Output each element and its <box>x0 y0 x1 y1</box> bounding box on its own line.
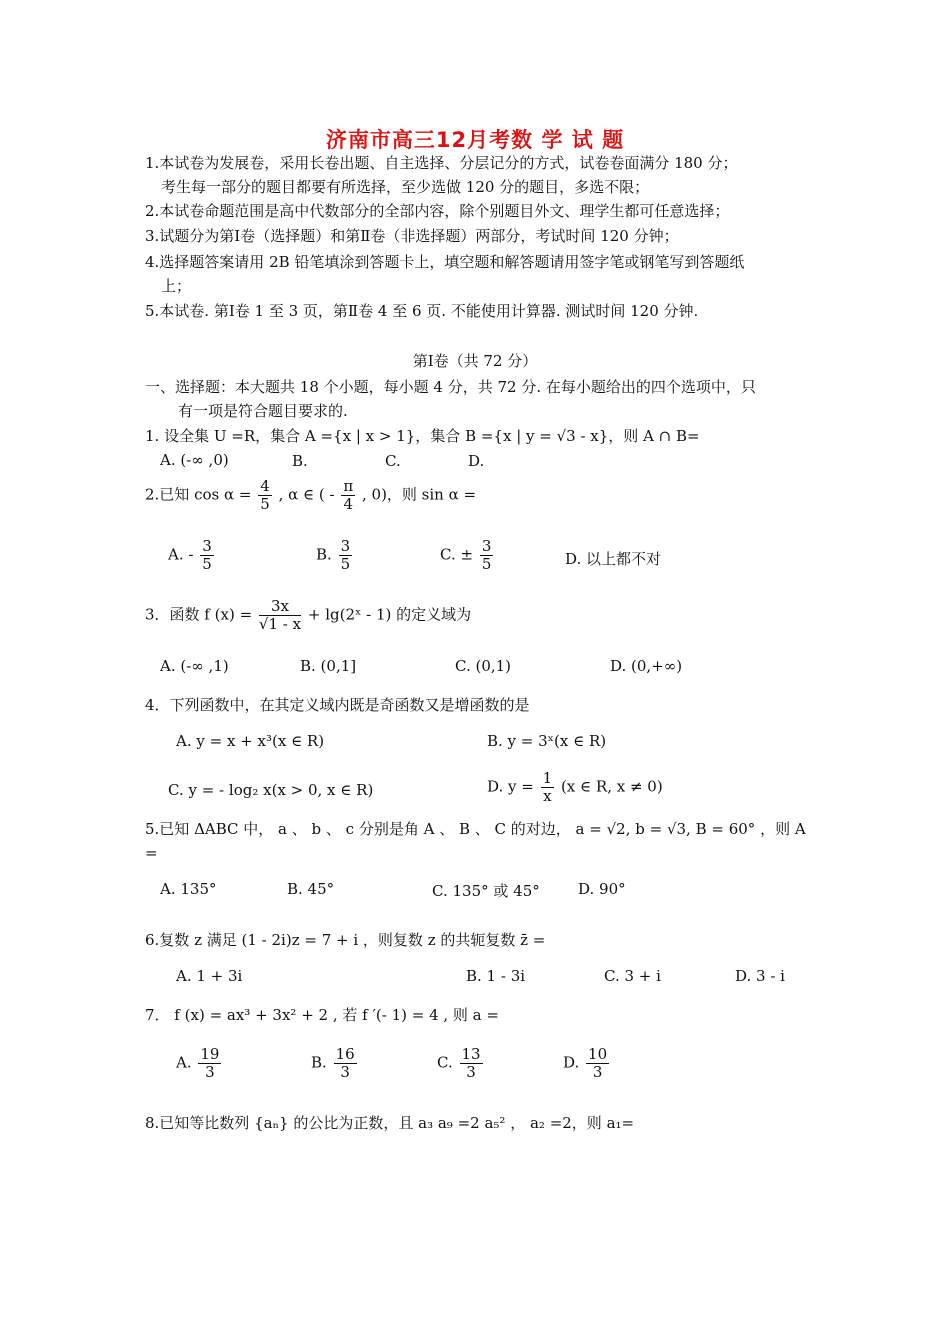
question-7-option-c <box>437 1046 485 1081</box>
question-4-option-a: A. y = x + x³(x ∈ R) <box>176 732 325 750</box>
option-fraction <box>460 1046 483 1081</box>
part-intro: 一、选择题：本大题共 18 个小题，每小题 4 分，共 72 分. 在每小题给出的四个选项中，只 <box>145 378 756 396</box>
fraction-numerator: 3 <box>202 537 212 555</box>
question-4-option-b: B. y = 3ˣ(x ∈ R) <box>487 732 607 750</box>
question-8-stem: 8.已知等比数列 {aₙ} 的公比为正数，且 a₃ a₉ =2 a₅² ， a₂ =2，则 a₁= <box>145 1114 635 1132</box>
question-2-prefix: 2.已知 cos α = <box>145 485 252 504</box>
question-2-stem <box>145 478 476 513</box>
fraction-numerator: 10 <box>588 1045 608 1063</box>
fraction-denominator: 5 <box>202 555 212 573</box>
option-label: B. <box>311 1053 327 1072</box>
instruction-5: 5.本试卷. 第Ⅰ卷 1 至 3 页，第Ⅱ卷 4 至 6 页. 不能使用计算器. 测试时间 120 分钟. <box>145 302 699 320</box>
question-3-option-b: B. (0,1] <box>300 657 357 675</box>
option-suffix: (x ∈ R, x ≠ 0) <box>560 777 663 796</box>
section-title: 第Ⅰ卷（共 72 分） <box>412 352 538 370</box>
question-1-stem: 1. 设全集 U =R，集合 A ={x | x > 1}，集合 B ={x | y = √3 - x}，则 A ∩ B= <box>145 427 700 445</box>
question-2-option-c <box>440 538 495 573</box>
question-2-suffix: , 0)，则 sin α = <box>361 485 477 504</box>
option-label: D. <box>563 1053 580 1072</box>
fraction-numerator: 3 <box>481 537 492 555</box>
fraction-denominator: 3 <box>205 1063 215 1081</box>
question-3-fraction <box>259 598 301 633</box>
fraction-denominator: 5 <box>260 495 270 513</box>
exam-title: 济南市高三12月考数 学 试 题 <box>325 128 625 152</box>
option-label: A. - <box>168 545 194 564</box>
question-4-stem: 4．下列函数中，在其定义域内既是奇函数又是增函数的是 <box>145 696 530 714</box>
fraction-numerator: 16 <box>335 1045 355 1063</box>
option-prefix: D. y = <box>487 777 534 796</box>
fraction-denominator: √1 - x <box>258 615 302 633</box>
option-fraction <box>200 538 214 573</box>
question-6-option-a: A. 1 + 3i <box>176 967 243 985</box>
instruction-1-cont: 考生每一部分的题目都要有所选择，至少选做 120 分的题目，多选不限； <box>161 178 650 196</box>
question-6-option-c: C. 3 + i <box>604 967 661 985</box>
question-6-option-b: B. 1 - 3i <box>466 967 526 985</box>
option-label: C. <box>437 1053 453 1072</box>
fraction-numerator: 4 <box>260 477 270 495</box>
option-fraction <box>339 538 353 573</box>
question-5-option-a: A. 135° <box>160 880 217 898</box>
question-5-option-b: B. 45° <box>287 880 335 898</box>
question-7-option-b <box>311 1046 359 1081</box>
question-2-fraction-1 <box>258 478 272 513</box>
instruction-3: 3.试题分为第Ⅰ卷（选择题）和第Ⅱ卷（非选择题）两部分，考试时间 120 分钟； <box>145 227 679 245</box>
question-6-option-d: D. 3 - i <box>735 967 785 985</box>
question-4-option-d <box>487 770 663 805</box>
option-fraction <box>198 1046 221 1081</box>
question-2-option-a <box>168 538 216 573</box>
instruction-2: 2.本试卷命题范围是高中代数部分的全部内容，除个别题目外文、理学生都可任意选择； <box>145 202 730 220</box>
question-3-option-c: C. (0,1) <box>455 657 512 675</box>
fraction-denominator: 3 <box>466 1063 476 1081</box>
question-5-option-d: D. 90° <box>578 880 626 898</box>
question-7-option-d <box>563 1046 611 1081</box>
question-5-stem-cont: = <box>145 844 158 862</box>
instruction-4: 4.选择题答案请用 2B 铅笔填涂到答题卡上，填空题和解答题请用签字笔或钢笔写到答题纸 <box>145 253 745 271</box>
fraction-denominator: 5 <box>340 555 351 573</box>
fraction-numerator: 3x <box>259 598 301 616</box>
option-label: B. <box>316 545 332 564</box>
question-5-stem: 5.已知 ΔABC 中， a 、 b 、 c 分别是角 A 、 B 、 C 的对边， a = √2, b = √3, B = 60° ，则 A <box>145 820 806 838</box>
question-2-option-d: D. 以上都不对 <box>565 550 662 568</box>
option-fraction <box>334 1046 357 1081</box>
question-2-fraction-2 <box>341 478 355 513</box>
part-intro-cont: 有一项是符合题目要求的. <box>178 402 348 420</box>
question-3-prefix: 3．函数 f (x) = <box>145 605 253 624</box>
option-fraction <box>541 770 555 805</box>
question-6-stem: 6.复数 z 满足 (1 - 2i)z = 7 + i ，则复数 z 的共轭复数 z̄ = <box>145 931 546 949</box>
fraction-numerator: 13 <box>461 1045 481 1063</box>
fraction-denominator: 3 <box>592 1063 603 1081</box>
question-3-option-d: D. (0,+∞) <box>610 657 683 675</box>
question-3-suffix: + lg(2ˣ - 1) 的定义域为 <box>307 605 472 624</box>
question-1-option-a: A. (-∞ ,0) <box>160 451 229 469</box>
question-4-option-c: C. y = - log₂ x(x > 0, x ∈ R) <box>168 781 374 799</box>
fraction-denominator: 4 <box>343 495 354 513</box>
fraction-numerator: 1 <box>542 769 553 787</box>
fraction-numerator: 19 <box>200 1045 220 1063</box>
question-7-stem: 7． f (x) = ax³ + 3x² + 2 , 若 f ′(- 1) = 4 , 则 a = <box>145 1006 499 1024</box>
question-3-option-a: A. (-∞ ,1) <box>160 657 229 675</box>
fraction-numerator: π <box>343 477 354 495</box>
question-2-mid: , α ∈ ( - <box>278 485 335 504</box>
fraction-denominator: 5 <box>481 555 492 573</box>
fraction-denominator: x <box>543 787 552 805</box>
instruction-1: 1.本试卷为发展卷，采用长卷出题、自主选择、分层记分的方式，试卷卷面满分 180 分； <box>145 154 738 172</box>
fraction-denominator: 3 <box>340 1063 350 1081</box>
question-1-option-d: D. <box>468 452 485 470</box>
question-3-stem <box>145 598 471 633</box>
question-1-option-b: B. <box>292 452 308 470</box>
instruction-4-cont: 上； <box>161 277 192 295</box>
question-5-option-c: C. 135° 或 45° <box>432 882 540 900</box>
option-fraction <box>480 538 494 573</box>
question-7-option-a <box>176 1046 223 1081</box>
fraction-numerator: 3 <box>340 537 351 555</box>
question-1-option-c: C. <box>385 452 401 470</box>
option-label: C. ± <box>440 545 474 564</box>
question-2-option-b <box>316 538 354 573</box>
option-label: A. <box>176 1053 192 1072</box>
option-fraction <box>586 1046 609 1081</box>
